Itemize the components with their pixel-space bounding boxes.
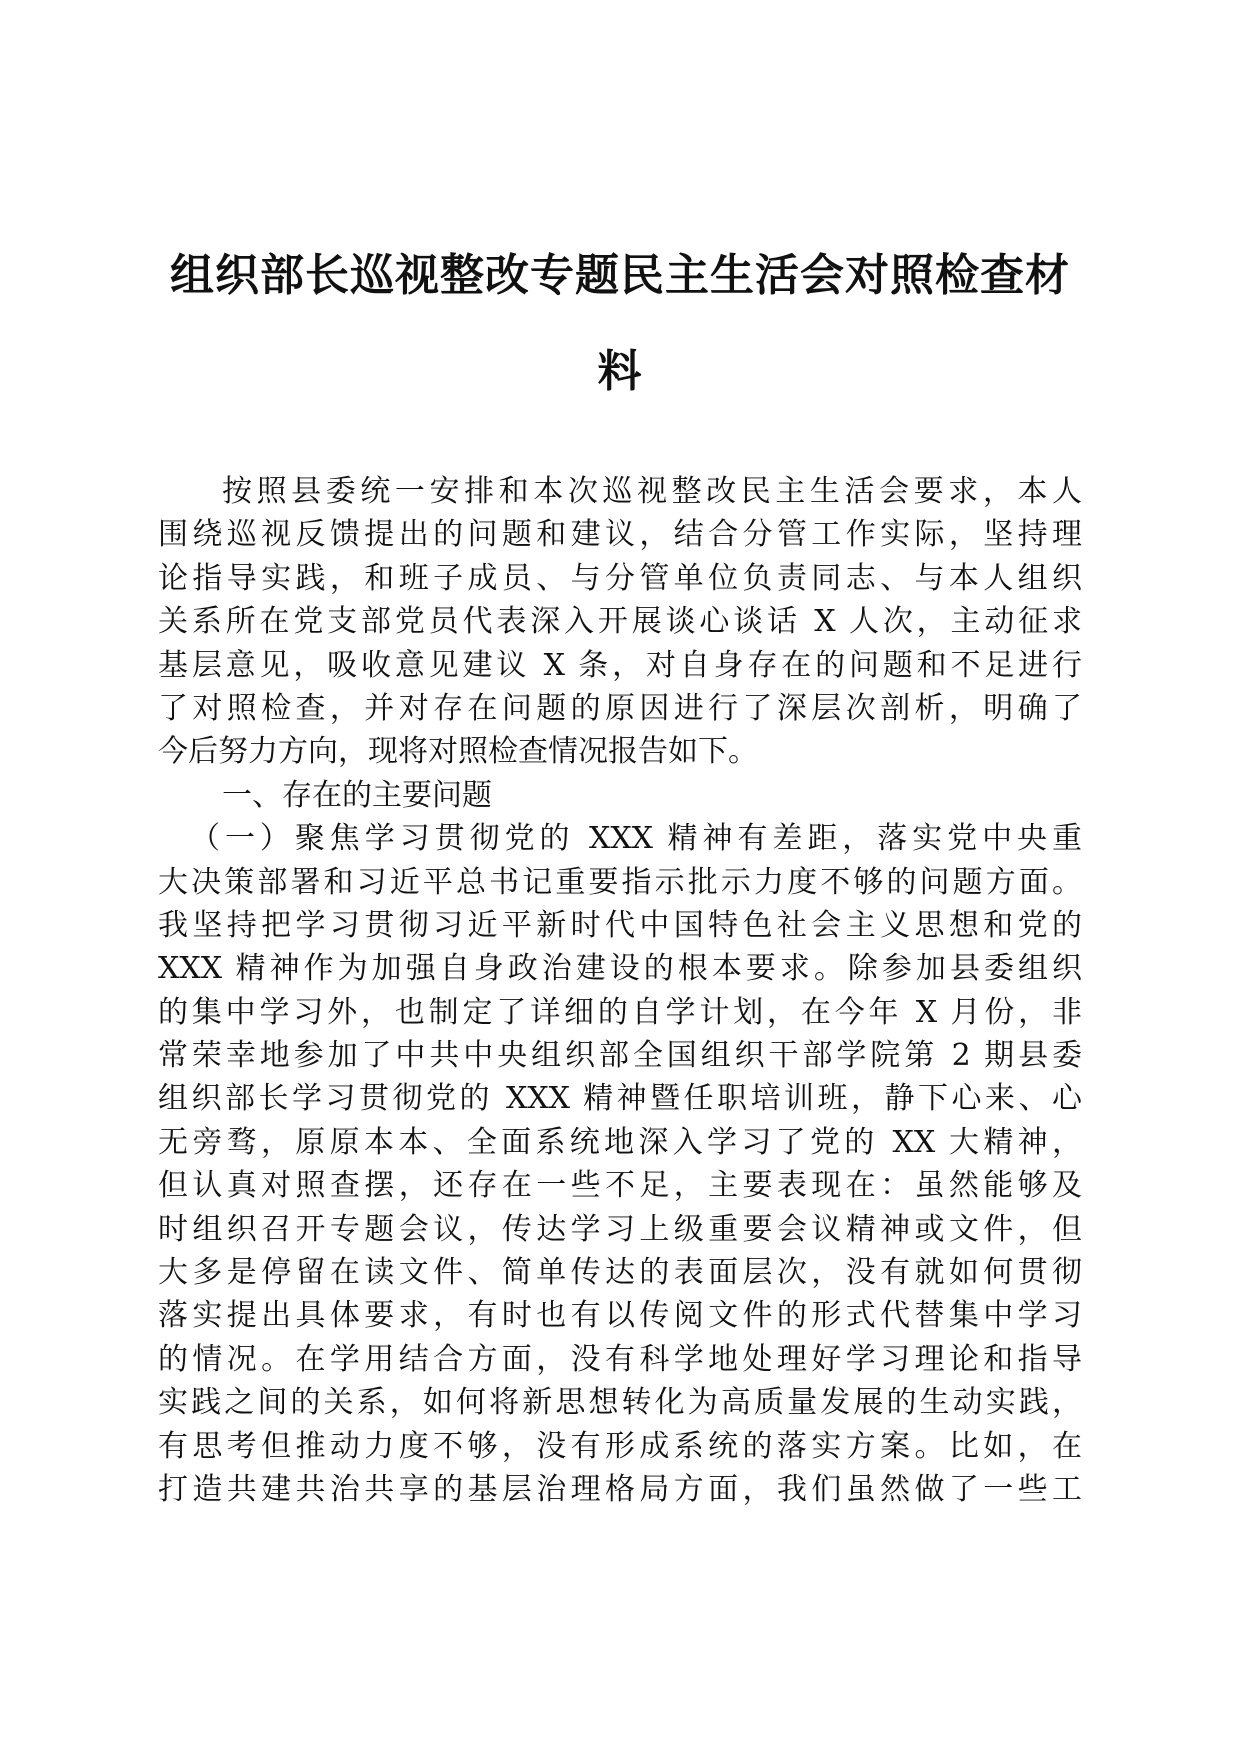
paragraph-line: 论指导实践，和班子成员、与分管单位负责同志、与本人组织 bbox=[158, 560, 1082, 596]
paragraph-line: 组织部长学习贯彻党的 XXX 精神暨任职培训班，静下心来、心 bbox=[158, 1081, 1082, 1117]
document-body bbox=[158, 470, 1082, 1511]
paragraph-line: 的集中学习外，也制定了详细的自学计划，在今年 X 月份，非 bbox=[158, 994, 1082, 1030]
paragraph-line: 围绕巡视反馈提出的问题和建议，结合分管工作实际，坚持理 bbox=[158, 517, 1082, 553]
paragraph-line: 关系所在党支部党员代表深入开展谈心谈话 X 人次，主动征求 bbox=[158, 604, 1082, 640]
document-title bbox=[150, 228, 1090, 420]
title-line: 组织部长巡视整改专题民主生活会对照检查材 bbox=[170, 250, 1070, 301]
paragraph-line: 我坚持把学习贯彻习近平新时代中国特色社会主义思想和党的 bbox=[158, 907, 1082, 943]
section-heading: 一、存在的主要问题 bbox=[222, 777, 492, 813]
paragraph-line: 实践之间的关系，如何将新思想转化为高质量发展的生动实践， bbox=[158, 1385, 1082, 1421]
paragraph-line: 打造共建共治共享的基层治理格局方面，我们虽然做了一些工 bbox=[158, 1471, 1082, 1507]
paragraph-line: 基层意见，吸收意见建议 X 条，对自身存在的问题和不足进行 bbox=[158, 647, 1082, 683]
subsection-paragraph bbox=[158, 817, 1082, 1511]
paragraph-line: 大决策部署和习近平总书记重要指示批示力度不够的问题方面。 bbox=[158, 864, 1082, 900]
paragraph-line: 按照县委统一安排和本次巡视整改民主生活会要求，本人 bbox=[222, 474, 1082, 509]
title-line: 料 bbox=[597, 346, 643, 397]
paragraph-line: 时组织召开专题会议，传达学习上级重要会议精神或文件，但 bbox=[158, 1211, 1082, 1247]
paragraph-line: 落实提出具体要求，有时也有以传阅文件的形式代替集中学习 bbox=[158, 1298, 1082, 1334]
paragraph-line: 大多是停留在读文件、简单传达的表面层次，没有就如何贯彻 bbox=[158, 1255, 1082, 1291]
paragraph-line: XXX 精神作为加强自身政治建设的根本要求。除参加县委组织 bbox=[158, 951, 1082, 987]
paragraph-line: 了对照检查，并对存在问题的原因进行了深层次剖析，明确了 bbox=[158, 690, 1082, 726]
intro-paragraph bbox=[158, 470, 1082, 774]
paragraph-line: 但认真对照查摆，还存在一些不足，主要表现在：虽然能够及 bbox=[158, 1168, 1082, 1204]
paragraph-line: 今后努力方向，现将对照检查情况报告如下。 bbox=[158, 734, 758, 770]
paragraph-line: 常荣幸地参加了中共中央组织部全国组织干部学院第 2 期县委 bbox=[158, 1038, 1082, 1074]
paragraph-line: 有思考但推动力度不够，没有形成系统的落实方案。比如，在 bbox=[158, 1428, 1082, 1464]
paragraph-line: （一）聚焦学习贯彻党的 XXX 精神有差距，落实党中央重 bbox=[190, 821, 1082, 857]
paragraph-line: 无旁骛，原原本本、全面系统地深入学习了党的 XX 大精神， bbox=[158, 1124, 1082, 1160]
paragraph-line: 的情况。在学用结合方面，没有科学地处理好学习理论和指导 bbox=[158, 1341, 1082, 1377]
